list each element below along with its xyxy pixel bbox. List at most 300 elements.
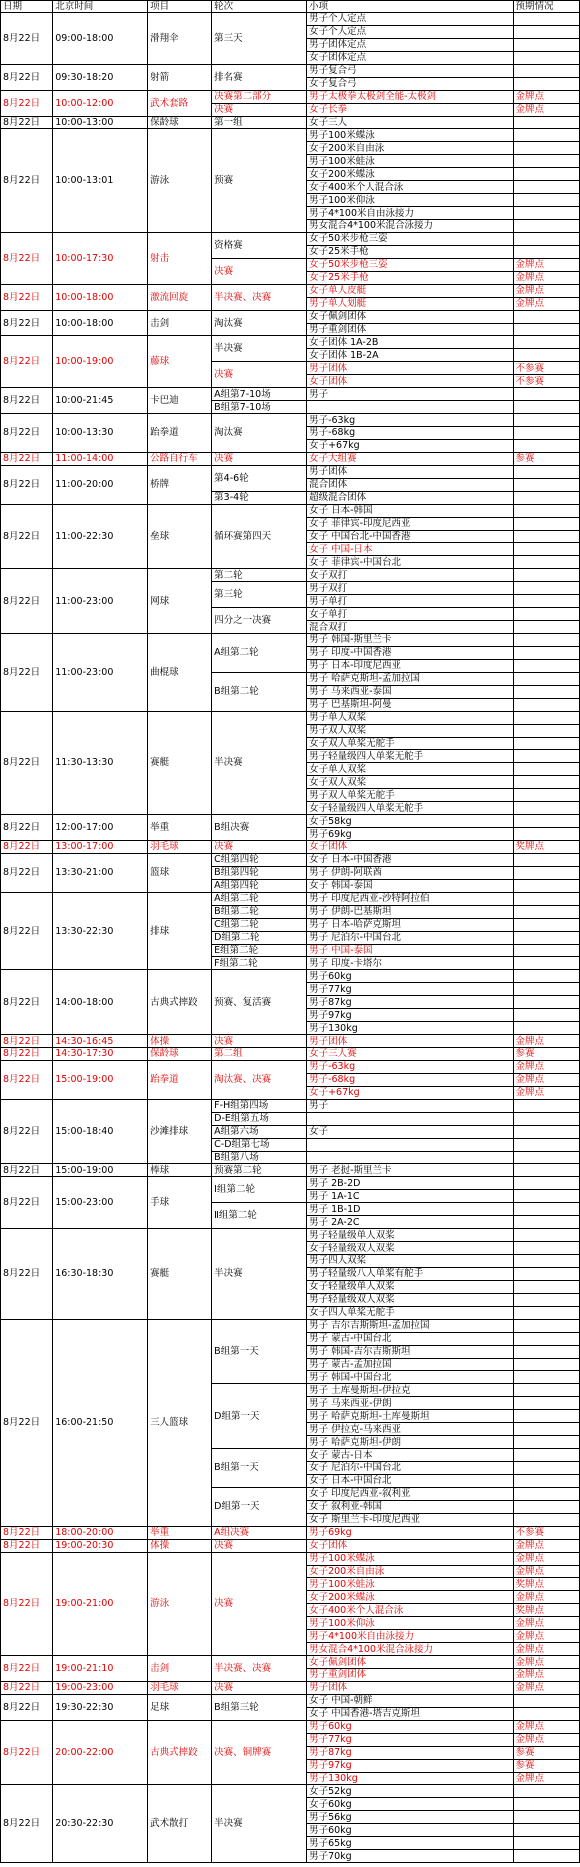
expected-cell — [513, 142, 579, 155]
item-cell: 男女混合4*100米混合泳接力 — [307, 220, 513, 233]
date-cell: 8月22日 — [1, 310, 53, 336]
item-cell: 女子轻量级单人双桨 — [307, 1280, 513, 1293]
time-cell: 10:00-13:01 — [53, 129, 148, 233]
expected-cell: 金牌点 — [513, 1720, 579, 1733]
time-cell: 15:00-19:00 — [53, 1164, 148, 1177]
item-cell: 男子 马来西亚-伊朗 — [307, 1397, 513, 1410]
expected-cell — [513, 1125, 579, 1138]
expected-cell — [513, 1280, 579, 1293]
round-cell: 第三轮 — [212, 582, 307, 608]
item-cell: 男子100米仰泳 — [307, 1617, 513, 1630]
item-cell: 女子三人赛 — [307, 1048, 513, 1061]
round-cell: B组第三轮 — [212, 1694, 307, 1720]
round-cell: C组第四轮 — [212, 853, 307, 866]
item-cell: 女子团体 1A-2B — [307, 336, 513, 349]
date-cell: 8月22日 — [1, 116, 53, 129]
table-row — [1, 64, 580, 77]
expected-cell — [513, 1190, 579, 1203]
item-cell: 男子 哈萨克斯坦-土库曼斯坦 — [307, 1410, 513, 1423]
item-cell: 男子 老挝-斯里兰卡 — [307, 1164, 513, 1177]
item-cell: 男子团体定点 — [307, 38, 513, 51]
expected-cell — [513, 918, 579, 931]
expected-cell — [513, 1449, 579, 1462]
date-cell: 8月22日 — [1, 465, 53, 504]
expected-cell: 不参赛 — [513, 375, 579, 388]
item-cell: 超级混合团体 — [307, 491, 513, 504]
table-row — [1, 452, 580, 465]
item-cell: 男子双人双桨 — [307, 724, 513, 737]
item-cell: 男子 伊朗-阿联酋 — [307, 866, 513, 879]
expected-cell — [513, 1397, 579, 1410]
round-cell: F组第二轮 — [212, 957, 307, 970]
item-cell: 男子太极拳太极剑全能-太极剑 — [307, 90, 513, 103]
expected-cell: 金牌点 — [513, 271, 579, 284]
time-cell: 20:00-22:00 — [53, 1720, 148, 1785]
date-cell: 8月22日 — [1, 388, 53, 414]
expected-cell — [513, 711, 579, 724]
item-cell — [307, 401, 513, 414]
time-cell: 15:00-18:40 — [53, 1099, 148, 1164]
item-cell: 男子重剑团体 — [307, 323, 513, 336]
item-cell: 男子 中国-泰国 — [307, 944, 513, 957]
table-row — [1, 1060, 580, 1073]
expected-cell — [513, 129, 579, 142]
item-cell: 女子双人单桨无舵手 — [307, 737, 513, 750]
expected-cell — [513, 569, 579, 582]
round-cell: 决赛第二部分 — [212, 90, 307, 103]
event-cell: 桥牌 — [148, 465, 212, 504]
event-cell: 举重 — [148, 1526, 212, 1539]
expected-cell — [513, 1151, 579, 1164]
item-cell: 女子轻量级四人单桨无舵手 — [307, 802, 513, 815]
event-cell: 羽毛球 — [148, 1681, 212, 1694]
expected-cell: 金牌点 — [513, 1733, 579, 1746]
item-cell: 男子 马来西亚-泰国 — [307, 685, 513, 698]
expected-cell — [513, 646, 579, 659]
item-cell: 男子87kg — [307, 1746, 513, 1759]
item-cell: 女子50米步枪三姿 — [307, 232, 513, 245]
expected-cell — [513, 207, 579, 220]
date-cell: 8月22日 — [1, 452, 53, 465]
item-cell: 男子双打 — [307, 582, 513, 595]
item-cell: 男子60kg — [307, 1824, 513, 1837]
item-cell: 混合双打 — [307, 621, 513, 634]
item-cell: 男子100米蝶泳 — [307, 129, 513, 142]
date-cell: 8月22日 — [1, 1164, 53, 1177]
time-cell: 13:30-22:30 — [53, 892, 148, 970]
item-cell: 男子 印度-中国香港 — [307, 646, 513, 659]
date-cell: 8月22日 — [1, 1177, 53, 1229]
item-cell: 女子400米个人混合泳 — [307, 1604, 513, 1617]
table-row — [1, 1164, 580, 1177]
table-row — [1, 1099, 580, 1112]
expected-cell — [513, 776, 579, 789]
expected-cell — [513, 763, 579, 776]
event-cell: 体操 — [148, 1539, 212, 1552]
expected-cell — [513, 582, 579, 595]
date-cell: 8月22日 — [1, 711, 53, 815]
round-cell: B组第一天 — [212, 1319, 307, 1384]
date-cell: 8月22日 — [1, 336, 53, 388]
event-cell: 古典式摔跤 — [148, 970, 212, 1035]
item-cell: 男子 伊拉克-马来西亚 — [307, 1423, 513, 1436]
item-cell: 男子 1A-1C — [307, 1190, 513, 1203]
item-cell: 男子轻量级单人双桨 — [307, 1229, 513, 1242]
date-cell: 8月22日 — [1, 414, 53, 453]
table-row — [1, 1681, 580, 1694]
table-row — [1, 1177, 580, 1190]
event-cell: 公路自行车 — [148, 452, 212, 465]
item-cell: 男子-68kg — [307, 1073, 513, 1086]
expected-cell — [513, 685, 579, 698]
item-cell: 男子 印度-卡塔尔 — [307, 957, 513, 970]
item-cell: 女子 日本-韩国 — [307, 504, 513, 517]
expected-cell — [513, 1513, 579, 1526]
item-cell: 女子团体定点 — [307, 51, 513, 64]
round-cell: 排名赛 — [212, 64, 307, 90]
table-row — [1, 1720, 580, 1733]
expected-cell — [513, 698, 579, 711]
expected-cell — [513, 1319, 579, 1332]
item-cell: 女子 日本-中国香港 — [307, 853, 513, 866]
expected-cell — [513, 517, 579, 530]
event-cell: 曲棍球 — [148, 634, 212, 712]
expected-cell — [513, 64, 579, 77]
date-cell: 8月22日 — [1, 1526, 53, 1539]
item-cell: 男子单打 — [307, 595, 513, 608]
expected-cell: 金牌点 — [513, 1630, 579, 1643]
round-cell: 决赛 — [212, 452, 307, 465]
table-row — [1, 1526, 580, 1539]
event-cell: 足球 — [148, 1694, 212, 1720]
time-cell: 11:00-23:00 — [53, 569, 148, 634]
item-cell: 女子 蒙古-日本 — [307, 1449, 513, 1462]
time-cell: 10:00-18:00 — [53, 284, 148, 310]
item-cell: 女子 菲律宾-印度尼西亚 — [307, 517, 513, 530]
date-cell: 8月22日 — [1, 504, 53, 569]
item-cell: 男子 哈萨克斯坦-伊朗 — [307, 1436, 513, 1449]
round-cell: 第三天 — [212, 13, 307, 65]
expected-cell — [513, 750, 579, 763]
date-cell: 8月22日 — [1, 569, 53, 634]
date-cell: 8月22日 — [1, 232, 53, 284]
item-cell: 女子200米自由泳 — [307, 1565, 513, 1578]
expected-cell — [513, 1022, 579, 1035]
time-cell: 13:30-21:00 — [53, 853, 148, 892]
item-cell: 女子四人单桨无舵手 — [307, 1306, 513, 1319]
table-row — [1, 711, 580, 724]
item-cell: 男子-68kg — [307, 427, 513, 440]
expected-cell — [513, 789, 579, 802]
item-cell: 女子 中国-朝鲜 — [307, 1694, 513, 1707]
round-cell: A组第二轮 — [212, 634, 307, 673]
item-cell: 男子 土库曼斯坦-伊拉克 — [307, 1384, 513, 1397]
item-cell: 男子100米蛙泳 — [307, 155, 513, 168]
round-cell: A组第六场 — [212, 1125, 307, 1138]
event-cell: 武术散打 — [148, 1785, 212, 1863]
event-cell: 棒球 — [148, 1164, 212, 1177]
expected-cell — [513, 1837, 579, 1850]
time-cell: 16:00-21:50 — [53, 1319, 148, 1526]
time-cell: 11:00-20:00 — [53, 465, 148, 504]
expected-cell — [513, 336, 579, 349]
table-row — [1, 1694, 580, 1707]
expected-cell: 金牌点 — [513, 1617, 579, 1630]
round-cell: 半决赛 — [212, 1229, 307, 1320]
expected-cell — [513, 1694, 579, 1707]
expected-cell — [513, 323, 579, 336]
time-cell: 20:30-22:30 — [53, 1785, 148, 1863]
date-cell: 8月22日 — [1, 1681, 53, 1694]
time-cell: 19:00-23:00 — [53, 1681, 148, 1694]
time-cell: 18:00-20:00 — [53, 1526, 148, 1539]
expected-cell — [513, 1824, 579, 1837]
item-cell: 男子 — [307, 388, 513, 401]
event-cell: 游泳 — [148, 1552, 212, 1656]
item-cell: 男子双人单桨无舵手 — [307, 789, 513, 802]
expected-cell — [513, 659, 579, 672]
header-item: 小项 — [307, 1, 513, 13]
round-cell: 资格赛 — [212, 232, 307, 258]
item-cell: 女子25米手枪 — [307, 245, 513, 258]
item-cell: 男子 韩国-斯里兰卡 — [307, 634, 513, 647]
item-cell: 女子50米步枪三姿 — [307, 258, 513, 271]
item-cell: 女子团体 — [307, 1539, 513, 1552]
round-cell: 决赛 — [212, 362, 307, 388]
item-cell: 男子69kg — [307, 1526, 513, 1539]
item-cell: 女子单人皮艇 — [307, 284, 513, 297]
item-cell: 男子团体 — [307, 1681, 513, 1694]
expected-cell — [513, 1255, 579, 1268]
item-cell: 男子 蒙古-中国台北 — [307, 1332, 513, 1345]
round-cell: Ⅰ组第二轮 — [212, 1177, 307, 1203]
round-cell: B组第八场 — [212, 1151, 307, 1164]
event-cell: 保龄球 — [148, 116, 212, 129]
round-cell: 淘汰赛 — [212, 310, 307, 336]
expected-cell — [513, 1306, 579, 1319]
time-cell: 15:00-23:00 — [53, 1177, 148, 1229]
date-cell: 8月22日 — [1, 1060, 53, 1099]
table-row — [1, 569, 580, 582]
date-cell: 8月22日 — [1, 1694, 53, 1720]
item-cell: 男子单人双桨 — [307, 711, 513, 724]
expected-cell — [513, 1462, 579, 1475]
event-cell: 赛艇 — [148, 711, 212, 815]
event-cell: 击剑 — [148, 310, 212, 336]
table-row — [1, 1552, 580, 1565]
event-cell: 举重 — [148, 815, 212, 841]
expected-cell — [513, 401, 579, 414]
item-cell: 男子65kg — [307, 1837, 513, 1850]
expected-cell: 参赛 — [513, 1048, 579, 1061]
item-cell: 女子52kg — [307, 1785, 513, 1798]
expected-cell — [513, 310, 579, 323]
item-cell — [307, 1112, 513, 1125]
item-cell: 女子 中国台北-中国香港 — [307, 530, 513, 543]
expected-cell — [513, 944, 579, 957]
round-cell: 预赛 — [212, 129, 307, 233]
expected-cell — [513, 1384, 579, 1397]
item-cell: 女子 日本-中国台北 — [307, 1474, 513, 1487]
event-cell: 藤球 — [148, 336, 212, 388]
item-cell: 女子 韩国-泰国 — [307, 879, 513, 892]
item-cell: 女子25米手枪 — [307, 271, 513, 284]
event-cell: 篮球 — [148, 853, 212, 892]
expected-cell — [513, 1410, 579, 1423]
expected-cell — [513, 349, 579, 362]
time-cell: 10:00-17:30 — [53, 232, 148, 284]
table-row — [1, 90, 580, 103]
expected-cell: 金牌点 — [513, 297, 579, 310]
item-cell: 男子60kg — [307, 1720, 513, 1733]
expected-cell — [513, 1164, 579, 1177]
item-cell: 女子单打 — [307, 608, 513, 621]
expected-cell — [513, 1177, 579, 1190]
item-cell: 女子个人定点 — [307, 25, 513, 38]
item-cell: 男子个人定点 — [307, 13, 513, 26]
item-cell: 女子双打 — [307, 569, 513, 582]
item-cell: 女子双人双桨 — [307, 776, 513, 789]
expected-cell: 参赛 — [513, 1746, 579, 1759]
item-cell: 女子60kg — [307, 1798, 513, 1811]
table-row — [1, 1229, 580, 1242]
expected-cell — [513, 1009, 579, 1022]
time-cell: 16:30-18:30 — [53, 1229, 148, 1320]
time-cell: 11:30-13:30 — [53, 711, 148, 815]
expected-cell — [513, 51, 579, 64]
round-cell: 淘汰赛 — [212, 414, 307, 453]
time-cell: 10:00-13:00 — [53, 116, 148, 129]
round-cell: 半决赛 — [212, 1785, 307, 1863]
expected-cell: 金牌点 — [513, 1656, 579, 1669]
expected-cell — [513, 1229, 579, 1242]
item-cell: 男子77kg — [307, 983, 513, 996]
item-cell — [307, 1138, 513, 1151]
round-cell: D-E组第五场 — [212, 1112, 307, 1125]
expected-cell: 奖牌点 — [513, 1604, 579, 1617]
item-cell: 男子团体 — [307, 362, 513, 375]
date-cell: 8月22日 — [1, 1539, 53, 1552]
round-cell: 决赛 — [212, 1552, 307, 1656]
expected-cell — [513, 1099, 579, 1112]
item-cell: 女子 菲律宾-中国台北 — [307, 556, 513, 569]
item-cell: 男子77kg — [307, 1733, 513, 1746]
item-cell: 女子 中国香港-塔吉克斯坦 — [307, 1707, 513, 1720]
item-cell: 男子56kg — [307, 1811, 513, 1824]
round-cell: 半决赛 — [212, 711, 307, 815]
expected-cell — [513, 1500, 579, 1513]
item-cell: 男子100米蛙泳 — [307, 1578, 513, 1591]
time-cell: 10:00-18:00 — [53, 310, 148, 336]
item-cell: 男子团体 — [307, 465, 513, 478]
expected-cell — [513, 802, 579, 815]
time-cell: 13:00-17:00 — [53, 841, 148, 854]
expected-cell — [513, 1138, 579, 1151]
round-cell: B组第一天 — [212, 1449, 307, 1488]
item-cell: 男子 尼泊尔-中国台北 — [307, 931, 513, 944]
event-cell: 游泳 — [148, 129, 212, 233]
expected-cell: 金牌点 — [513, 103, 579, 116]
expected-cell — [513, 737, 579, 750]
expected-cell — [513, 1267, 579, 1280]
item-cell: 男子97kg — [307, 1759, 513, 1772]
item-cell: 女子200米蝶泳 — [307, 1591, 513, 1604]
round-cell: 决赛 — [212, 103, 307, 116]
round-cell: 决赛 — [212, 1035, 307, 1048]
item-cell: 男子 巴基斯坦-阿曼 — [307, 698, 513, 711]
expected-cell: 金牌点 — [513, 1086, 579, 1099]
event-cell: 跆拳道 — [148, 1060, 212, 1099]
header-expected: 预期情况 — [513, 1, 579, 13]
item-cell: 男子97kg — [307, 1009, 513, 1022]
table-row — [1, 336, 580, 349]
date-cell: 8月22日 — [1, 1720, 53, 1785]
expected-cell — [513, 996, 579, 1009]
expected-cell: 金牌点 — [513, 1681, 579, 1694]
expected-cell — [513, 608, 579, 621]
round-cell: D组第一天 — [212, 1384, 307, 1449]
event-cell: 射箭 — [148, 64, 212, 90]
round-cell: 决赛 — [212, 841, 307, 854]
date-cell: 8月22日 — [1, 64, 53, 90]
round-cell: C-D组第七场 — [212, 1138, 307, 1151]
table-row — [1, 1048, 580, 1061]
time-cell: 19:00-20:30 — [53, 1539, 148, 1552]
header-date: 日期 — [1, 1, 53, 13]
table-row — [1, 504, 580, 517]
header-round: 轮次 — [212, 1, 307, 13]
expected-cell — [513, 1487, 579, 1500]
table-row — [1, 13, 580, 26]
round-cell: E组第二轮 — [212, 944, 307, 957]
header-event: 项目 — [148, 1, 212, 13]
item-cell: 女子200米蝶泳 — [307, 168, 513, 181]
round-cell: 第二组 — [212, 1048, 307, 1061]
item-cell: 男子-63kg — [307, 1060, 513, 1073]
event-cell: 武术套路 — [148, 90, 212, 116]
table-row — [1, 970, 580, 983]
expected-cell — [513, 1811, 579, 1824]
expected-cell — [513, 672, 579, 685]
event-cell: 手球 — [148, 1177, 212, 1229]
item-cell: 女子 印度尼西亚-叙利亚 — [307, 1487, 513, 1500]
round-cell: A组第四轮 — [212, 879, 307, 892]
item-cell: 男子87kg — [307, 996, 513, 1009]
item-cell: 女子长拳 — [307, 103, 513, 116]
round-cell: 决赛 — [212, 1539, 307, 1552]
round-cell: 决赛、铜牌赛 — [212, 1720, 307, 1785]
date-cell: 8月22日 — [1, 1785, 53, 1863]
date-cell: 8月22日 — [1, 841, 53, 854]
expected-cell — [513, 465, 579, 478]
time-cell: 19:30-22:30 — [53, 1694, 148, 1720]
expected-cell — [513, 1423, 579, 1436]
time-cell: 10:00-12:00 — [53, 90, 148, 116]
expected-cell — [513, 621, 579, 634]
event-cell: 保龄球 — [148, 1048, 212, 1061]
table-row — [1, 1656, 580, 1669]
time-cell: 15:00-19:00 — [53, 1060, 148, 1099]
table-row — [1, 1319, 580, 1332]
item-cell: 男子 伊朗-巴基斯坦 — [307, 905, 513, 918]
round-cell: 预赛、复活赛 — [212, 970, 307, 1035]
event-cell: 排球 — [148, 892, 212, 970]
expected-cell — [513, 1798, 579, 1811]
round-cell: 第二轮 — [212, 569, 307, 582]
expected-cell — [513, 853, 579, 866]
round-cell: 半决赛、决赛 — [212, 284, 307, 310]
item-cell: 男子单人划艇 — [307, 297, 513, 310]
